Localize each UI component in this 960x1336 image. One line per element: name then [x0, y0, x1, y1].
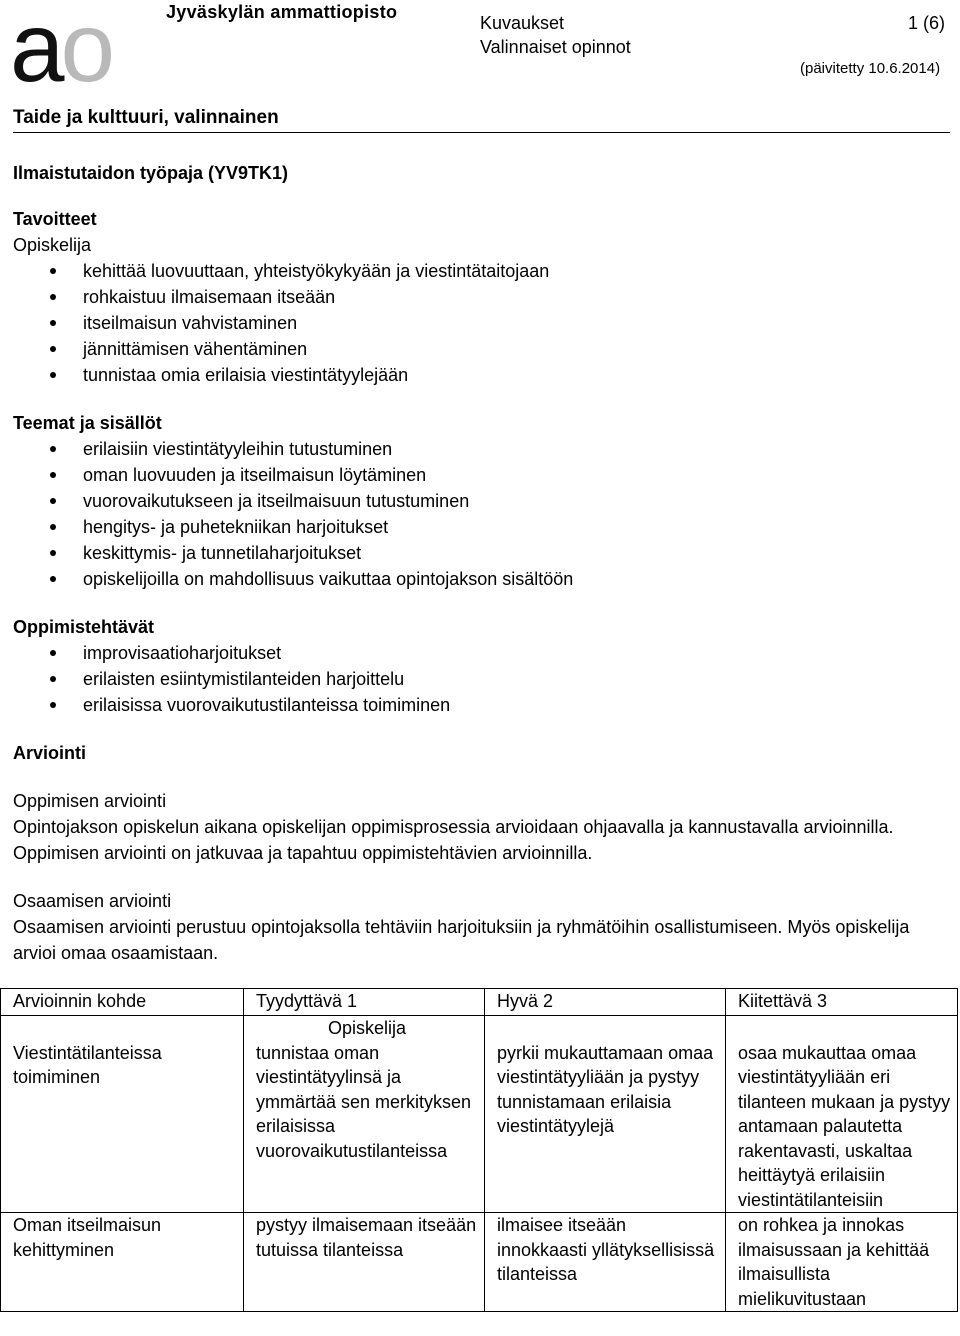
table-row	[1, 1016, 958, 1213]
table-cell: Oman itseilmaisun kehittyminen	[1, 1213, 244, 1312]
row-level-2: pyrkii mukauttamaan omaa viestintätyyliään ja pystyy tunnistamaan erilaisia viestintätyylejä	[497, 1042, 714, 1136]
themes-heading: Teemat ja sisällöt	[13, 413, 162, 433]
document-body	[13, 160, 950, 966]
list-item: keskittymis- ja tunnetilaharjoitukset	[13, 540, 950, 566]
assessment-heading: Arviointi	[13, 743, 87, 763]
list-item: opiskelijoilla on mahdollisuus vaikuttaa opintojakson sisältöön	[13, 566, 950, 592]
institution-logo	[10, 0, 112, 102]
list-item: kehittää luovuuttaan, yhteistyökykyään ja viestintätaitojaan	[13, 258, 950, 284]
list-item: erilaisten esiintymistilanteiden harjoittelu	[13, 666, 950, 692]
page-number: 1 (6)	[908, 13, 946, 33]
page-header	[0, 0, 960, 100]
list-item: itseilmaisun vahvistaminen	[13, 310, 950, 336]
table-cell: on rohkea ja innokas ilmaisussaan ja kehittää ilmaisullista mielikuvitustaan	[726, 1213, 958, 1312]
updated-date: (päivitetty 10.6.2014)	[800, 60, 941, 77]
header-rule	[13, 132, 950, 133]
table-cell: pystyy ilmaisemaan itseään tutuissa tilanteissa	[244, 1213, 485, 1312]
list-item: erilaisissa vuorovaikutustilanteissa toimiminen	[13, 692, 950, 718]
learning-assessment-heading: Oppimisen arviointi	[13, 791, 167, 811]
table-cell	[1, 1016, 244, 1213]
tasks-heading: Oppimistehtävät	[13, 617, 155, 637]
tasks-list	[13, 640, 950, 718]
goals-list	[13, 258, 950, 388]
table-row	[1, 1213, 958, 1312]
list-item: improvisaatioharjoitukset	[13, 640, 950, 666]
table-header-cell: Hyvä 2	[485, 989, 726, 1016]
table-cell: ilmaisee itseään innokkaasti yllätyksellisissä tilanteissa	[485, 1213, 726, 1312]
goals-heading: Tavoitteet	[13, 209, 97, 229]
document-title: Kuvaukset	[480, 13, 565, 33]
list-item: oman luovuuden ja itseilmaisun löytäminen	[13, 462, 950, 488]
list-item: vuorovaikutukseen ja itseilmaisuun tutustuminen	[13, 488, 950, 514]
row-level-1: tunnistaa oman viestintätyylinsä ja ymmärtää sen merkityksen erilaisissa vuorovaikutustilanteissa	[256, 1042, 472, 1161]
goals-lead: Opiskelija	[13, 235, 92, 255]
document-subtitle: Valinnaiset opinnot	[480, 37, 631, 57]
competence-assessment-heading: Osaamisen arviointi	[13, 891, 172, 911]
competence-assessment-text: Osaamisen arviointi perustuu opintojaksolla tehtäviin harjoituksiin ja ryhmätöihin osallistumiseen. Myös opiskelija arvioi omaa osaamistaan.	[13, 917, 910, 963]
list-item: jännittämisen vähentäminen	[13, 336, 950, 362]
table-cell	[485, 1016, 726, 1213]
table-header-cell: Tyydyttävä 1	[244, 989, 485, 1016]
course-title: Ilmaistutaidon työpaja (YV9TK1)	[13, 163, 289, 183]
logo-letter-o: o	[60, 0, 112, 102]
row-target: Viestintätilanteissa toimiminen	[13, 1042, 162, 1087]
institution-name: Jyväskylän ammattiopisto	[166, 2, 398, 22]
table-header-cell: Kiitettävä 3	[726, 989, 958, 1016]
logo-letter-a: a	[10, 0, 61, 102]
table-cell	[244, 1016, 485, 1213]
assessment-criteria-table	[0, 988, 958, 1312]
list-item: erilaisiin viestintätyyleihin tutustuminen	[13, 436, 950, 462]
table-cell	[726, 1016, 958, 1213]
subject-heading: Taide ja kulttuuri, valinnainen	[13, 107, 279, 128]
list-item: tunnistaa omia erilaisia viestintätyylejään	[13, 362, 950, 388]
table-header-cell: Arvioinnin kohde	[1, 989, 244, 1016]
list-item: hengitys- ja puhetekniikan harjoitukset	[13, 514, 950, 540]
row-level-3: osaa mukauttaa omaa viestintätyyliään eri tilanteen mukaan ja pystyy antamaan palautetta rakentavasti, uskaltaa heittäytyä erilaisiin viestintätilanteisiin	[738, 1042, 951, 1210]
table-header-row	[1, 989, 958, 1016]
subject-label: Opiskelija	[327, 1018, 407, 1038]
list-item: rohkaistuu ilmaisemaan itseään	[13, 284, 950, 310]
learning-assessment-text: Opintojakson opiskelun aikana opiskelijan oppimisprosessia arvioidaan ohjaavalla ja kannustavalla arvioinnilla. Oppimisen arviointi on jatkuvaa ja tapahtuu oppimistehtävien arvioinnilla.	[13, 817, 894, 863]
themes-list	[13, 436, 950, 592]
